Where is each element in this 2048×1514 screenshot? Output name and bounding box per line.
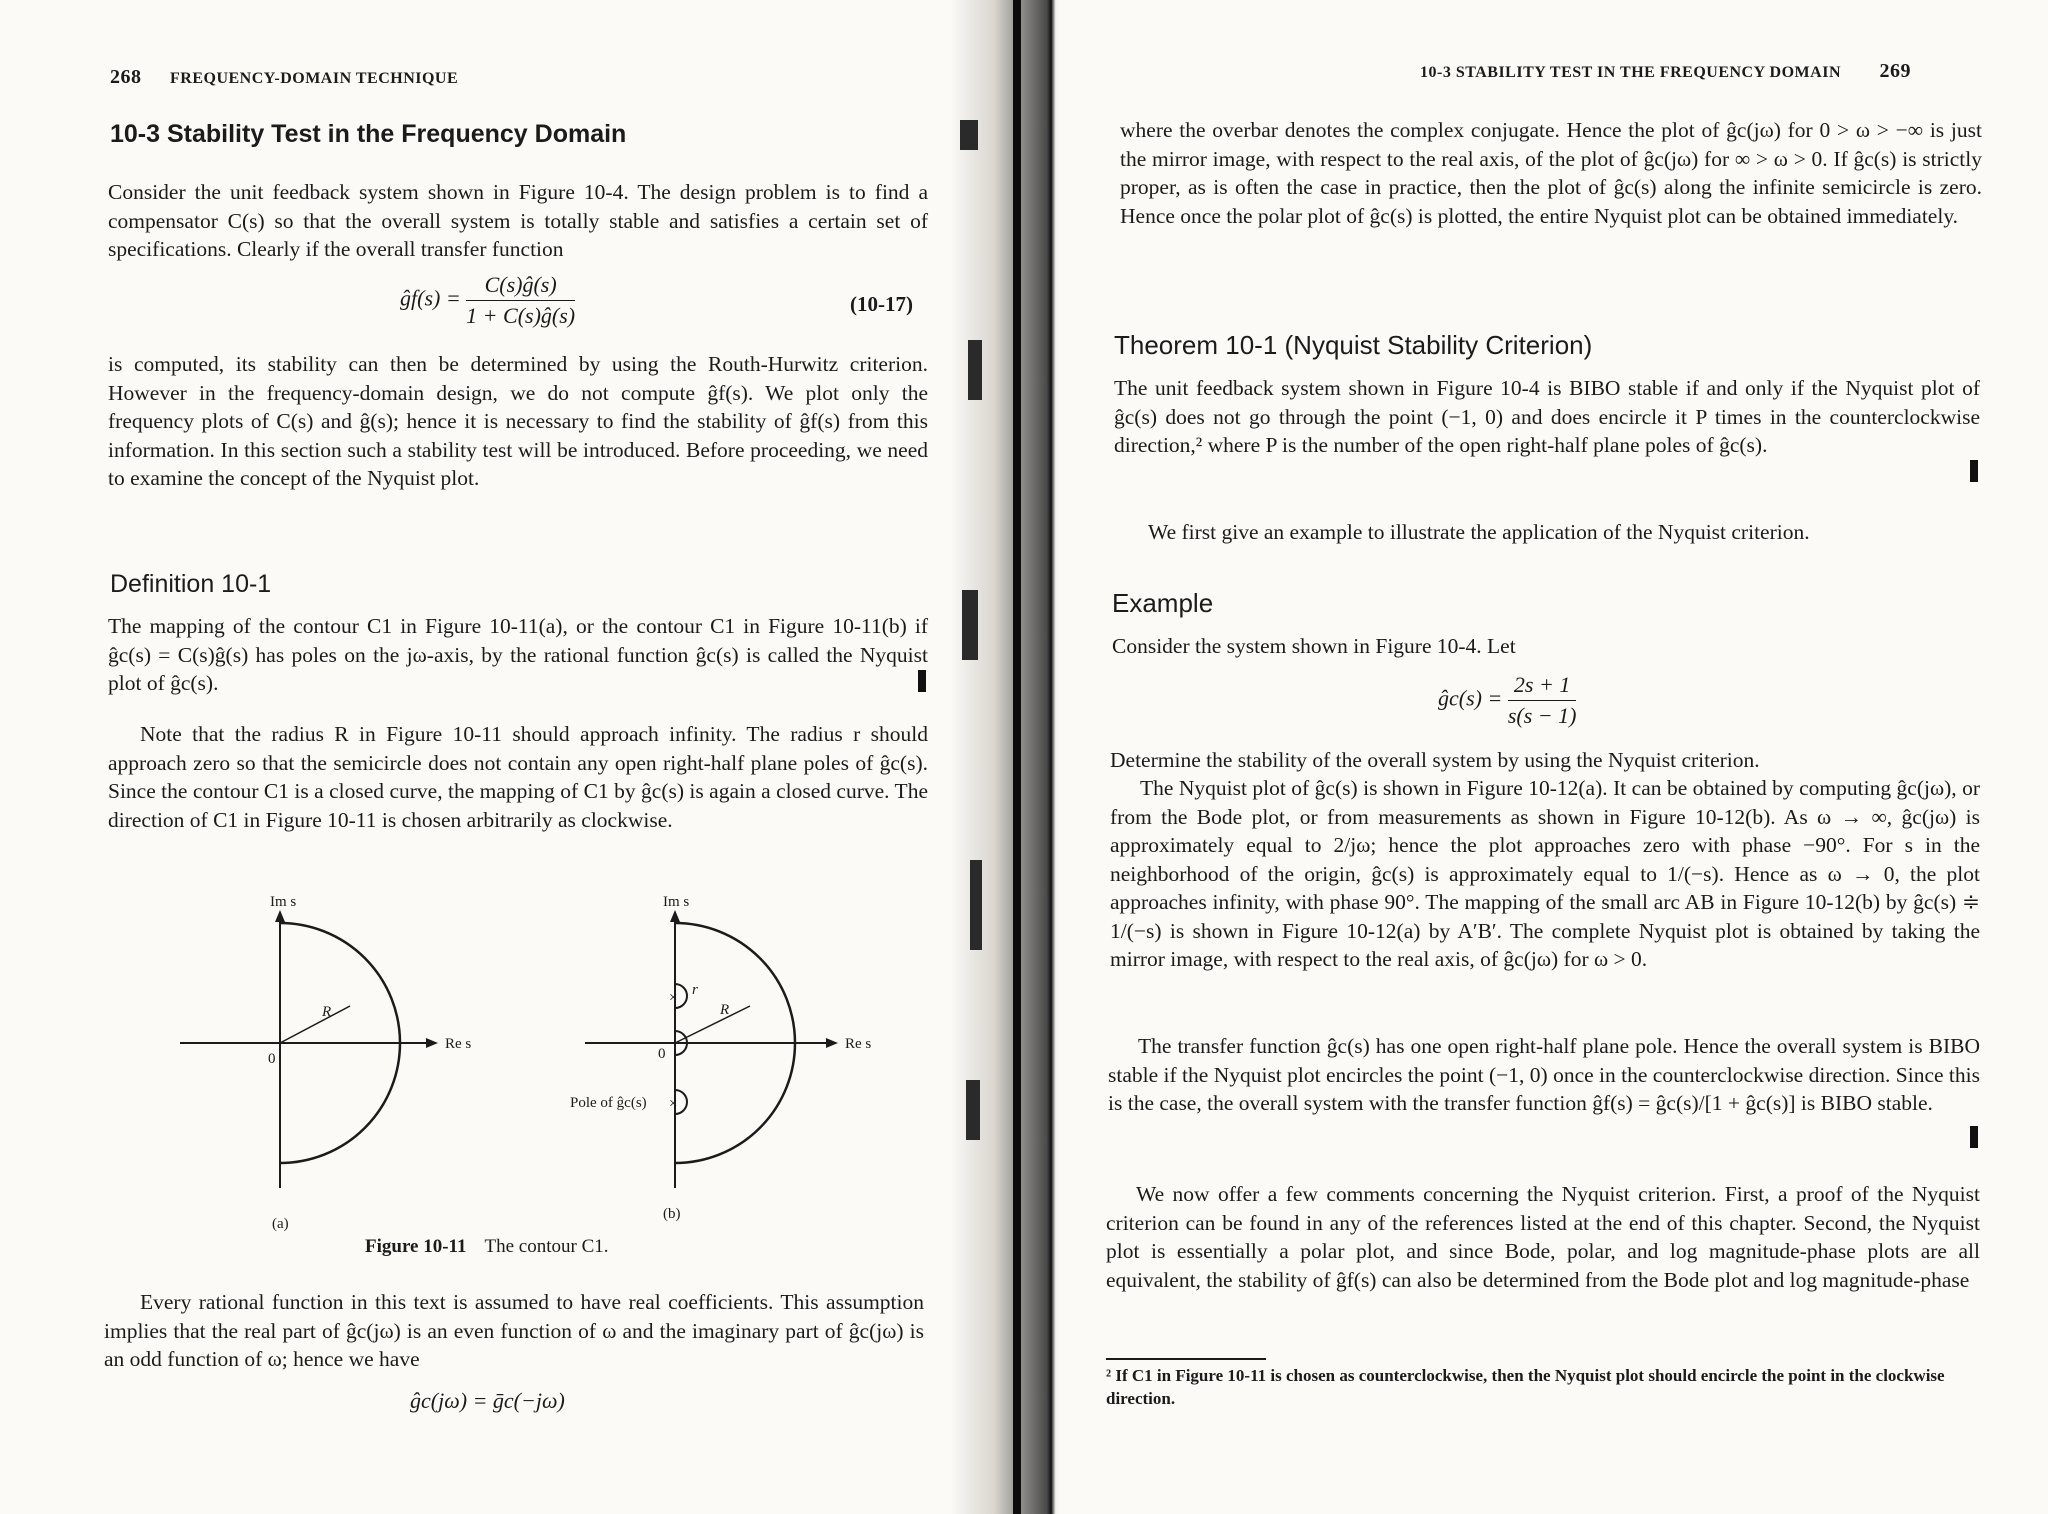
running-head-left: FREQUENCY-DOMAIN TECHNIQUE <box>170 70 459 87</box>
figure-caption-text: The contour C1. <box>484 1236 609 1257</box>
conjugate-equation: ĝc(jω) = ḡc(−jω) <box>410 1388 565 1413</box>
im-arrow-b <box>670 910 680 922</box>
page-number-left: 268 <box>110 66 142 88</box>
scan-noise <box>970 860 982 950</box>
running-header-right <box>1420 60 1911 83</box>
definition-text: The mapping of the contour C1 in Figure 10-11(a), or the contour C1 in Figure 10-11(b) if ĝc(s) = C(s)ĝ(s) has poles on the jω-axis, by the rational function ĝc(s) is called the Nyquist plot of ĝc(s). <box>108 614 928 695</box>
theorem-title: Theorem 10-1 (Nyquist Stability Criterion) <box>1114 330 1593 360</box>
figure-caption <box>365 1236 609 1258</box>
pole-label-b: Pole of ĝc(s) <box>570 1095 647 1111</box>
running-header-left <box>110 66 458 89</box>
note-paragraph: Note that the radius R in Figure 10-11 should approach infinity. The radius r should approach zero so that the semicircle does not contain any open right-half plane poles of ĝc(s). Since the contour C1 is a closed curve, the mapping of C1 by ĝc(s) is again a closed curve. The direction of C1 in Figure 10-11 is chosen arbitrarily as clockwise. <box>108 722 928 832</box>
pole-mark-upper-b: × <box>669 990 678 1006</box>
re-arrow-a <box>426 1038 438 1048</box>
example-title: Example <box>1112 588 1214 618</box>
scan-noise <box>962 590 978 660</box>
im-arrow-a <box>275 910 285 922</box>
origin-label-b: 0 <box>658 1046 666 1062</box>
re-label-b: Re s <box>845 1036 872 1052</box>
routh-paragraph: is computed, its stability can then be determined by using the Routh-Hurwitz criterion. However in the frequency-domain design, we do not compute ĝf(s). We plot only the frequency plots of C(s) and ĝ(s); hence it is necessary to find the stability of ĝf(s) from this information. In this section such a stability test will be introduced. Before proceeding, we need to examine the concept of the Nyquist plot. <box>108 352 928 490</box>
im-label-a: Im s <box>270 894 297 910</box>
example-equation <box>1438 672 1576 729</box>
contour-b <box>570 894 871 1222</box>
scan-noise <box>968 340 982 400</box>
figure-10-11 <box>180 888 880 1233</box>
im-label-b: Im s <box>663 894 690 910</box>
example-equation-denominator: s(s − 1) <box>1507 703 1577 728</box>
end-of-example-mark <box>1970 1126 1978 1148</box>
end-of-theorem-mark <box>1970 460 1978 482</box>
section-title: 10-3 Stability Test in the Frequency Domain <box>110 120 627 148</box>
determine-paragraph: Determine the stability of the overall system by using the Nyquist criterion. <box>1110 748 1760 772</box>
re-arrow-b <box>826 1038 838 1048</box>
sublabel-b: (b) <box>663 1206 681 1222</box>
equation-label: (10-17) <box>850 292 913 316</box>
nyquist-paragraph: The Nyquist plot of ĝc(s) is shown in Figure 10-12(a). It can be obtained by computing ĝc(jω), or from the Bode plot, or from measurements as shown in Figure 10-12(b). As ω → ∞, ĝc(jω) is approximately equal to 2/jω; hence the plot approaches zero with phase −90°. For s in the neighborhood of the origin, ĝc(s) is approximately equal to 1/(−s). Hence as ω → 0, the plot approaches infinity, with phase 90°. The mapping of the small arc AB in Figure 10-12(b) by ĝc(s) ≑ 1/(−s) is shown in Figure 10-12(a) by A′B′. The complete Nyquist plot is obtained by taking the mirror image, with respect to the real axis, of ĝc(jω) for ω > 0. <box>1110 776 1980 971</box>
contour-a <box>180 894 471 1232</box>
example-equation-lhs: ĝc(s) = <box>1438 685 1503 711</box>
pole-mark-lower-b: × <box>669 1096 678 1112</box>
origin-label-a: 0 <box>268 1051 276 1067</box>
right-page <box>1030 0 2048 1514</box>
equation-lhs: ĝf(s) = <box>400 285 461 311</box>
footnote: ² If C1 in Figure 10-11 is chosen as counterclockwise, then the Nyquist plot should encircle the point in the clockwise direction. <box>1106 1366 1945 1408</box>
comments-paragraph: We now offer a few comments concerning the Nyquist criterion. First, a proof of the Nyquist criterion can be found in any of the references listed at the end of this chapter. Second, the Nyquist plot is essentially a polar plot, and since Bode, polar, and log magnitude-phase plots are all equivalent, the stability of ĝf(s) can also be determined from the Bode plot and log magnitude-phase <box>1106 1182 1980 1292</box>
equation-fraction <box>466 272 575 329</box>
rational-paragraph: Every rational function in this text is assumed to have real coefficients. This assumption implies that the real part of ĝc(jω) is an even function of ω and the imaginary part of ĝc(jω) is an odd function of ω; hence we have <box>104 1290 924 1371</box>
example-equation-numerator: 2s + 1 <box>1508 672 1577 701</box>
example-line: Consider the system shown in Figure 10-4. Let <box>1112 634 1516 658</box>
re-label-a: Re s <box>445 1036 472 1052</box>
figure-caption-number: Figure 10-11 <box>365 1236 467 1257</box>
radius-label-b: R <box>720 1002 730 1018</box>
small-radius-label-b: r <box>692 982 698 998</box>
sublabel-a: (a) <box>272 1216 289 1232</box>
scan-noise <box>960 120 978 150</box>
overbar-paragraph: where the overbar denotes the complex conjugate. Hence the plot of ĝc(jω) for 0 > ω > −∞ is just the mirror image, with respect to the real axis, of the plot of ĝc(jω) for ∞ > ω > 0. If ĝc(s) is strictly proper, as is often the case in practice, then the plot of ĝc(s) along the infinite semicircle is zero. Hence once the polar plot of ĝc(s) is plotted, the entire Nyquist plot can be obtained immediately. <box>1120 118 1982 228</box>
example-equation-fraction <box>1508 672 1577 729</box>
theorem-text: The unit feedback system shown in Figure 10-4 is BIBO stable if and only if the Nyquist plot of ĝc(s) does not go through the point (−1, 0) and does encircle it P times in the counterclockwise direction,² where P is the number of the open right-half plane poles of ĝc(s). <box>1114 376 1980 457</box>
definition-title: Definition 10-1 <box>110 570 272 598</box>
radius-line-a <box>280 1006 350 1043</box>
equation-10-17 <box>400 272 575 329</box>
contour-diagrams <box>180 888 880 1232</box>
scan-noise <box>966 1080 980 1140</box>
example-intro: We first give an example to illustrate the application of the Nyquist criterion. <box>1148 520 1810 544</box>
end-of-definition-mark <box>918 670 926 692</box>
book-spine <box>1013 0 1021 1514</box>
equation-numerator: C(s)ĝ(s) <box>466 272 575 301</box>
radius-line-b <box>675 1006 750 1043</box>
running-head-right: 10-3 STABILITY TEST IN THE FREQUENCY DOMAIN <box>1420 64 1841 81</box>
intro-paragraph: Consider the unit feedback system shown in Figure 10-4. The design problem is to find a compensator C(s) so that the overall system is totally stable and satisfies a certain set of specifications. Clearly if the overall transfer function <box>108 180 928 261</box>
equation-denominator: 1 + C(s)ĝ(s) <box>466 303 576 328</box>
page-number-right: 269 <box>1879 60 1911 82</box>
left-page <box>0 0 1005 1514</box>
footnote-rule <box>1106 1358 1266 1360</box>
transfer-paragraph: The transfer function ĝc(s) has one open right-half plane pole. Hence the overall system is BIBO stable if the Nyquist plot encircles the point (−1, 0) once in the counterclockwise direction. Since this is the case, the overall system with the transfer function ĝf(s) = ĝc(s)/[1 + ĝc(s)] is BIBO stable. <box>1108 1034 1980 1115</box>
radius-label-a: R <box>322 1004 332 1020</box>
